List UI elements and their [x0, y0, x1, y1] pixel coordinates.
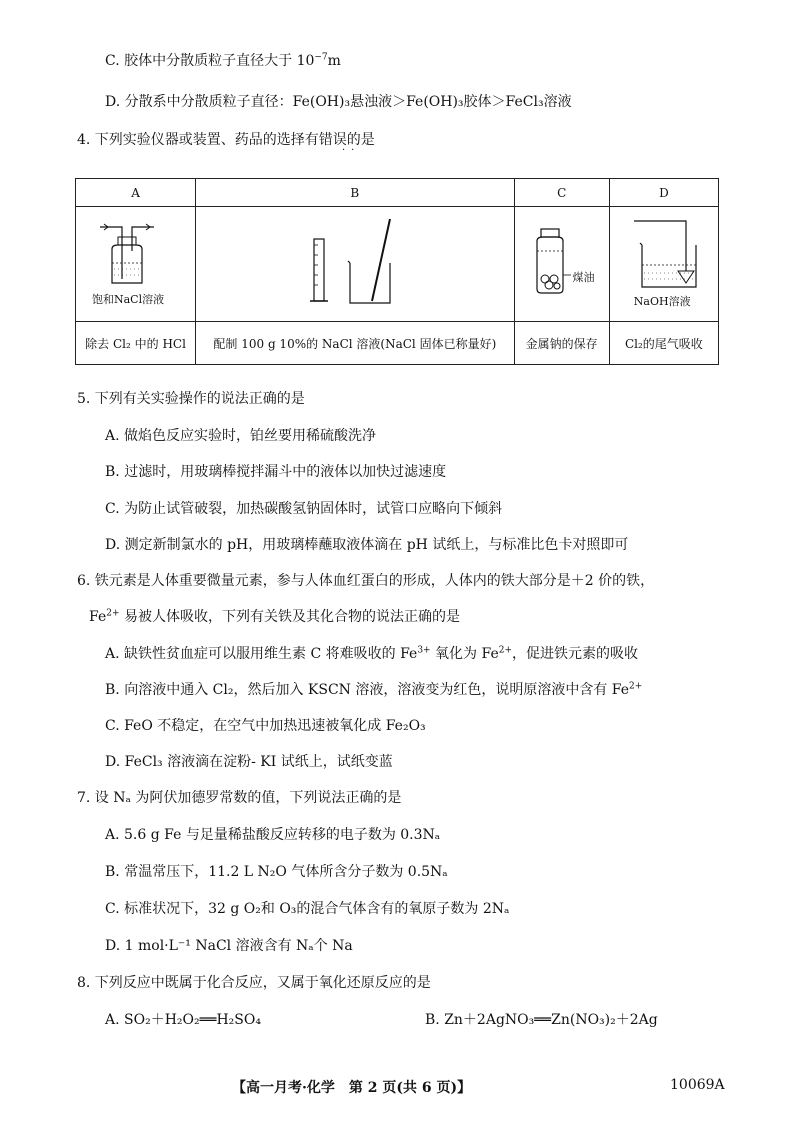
q4-stem: 4. 下列实验仪器或装置、药品的选择有错误的是	[77, 132, 375, 148]
tail-gas-absorption-figure	[632, 215, 702, 291]
q6-option-b: B. 向溶液中通入 Cl₂，然后加入 KSCN 溶液，溶液变为红色，说明原溶液中含有 $Fe^{2+}$	[105, 681, 643, 698]
q5-option-c: C. 为防止试管破裂，加热碳酸氢钠固体时，试管口应略向下倾斜	[105, 501, 503, 517]
q7-option-d: D. 1 mol·L⁻¹ NaCl 溶液含有 Nₐ个 Na	[105, 938, 353, 954]
page-footer: 【高一月考·化学 第 2 页(共 6 页)】	[232, 1080, 472, 1096]
q5-option-b: B. 过滤时，用玻璃棒搅拌漏斗中的液体以加快过滤速度	[105, 464, 447, 480]
q6-option-a: A. 缺铁性贫血症可以服用维生素 C 将难吸收的 $Fe^{3+}$ 氧化为 $Fe^{2+}$，促进铁元素的吸收	[105, 645, 639, 662]
description-d: Cl₂的尾气吸收	[609, 322, 718, 365]
q7-option-b: B. 常温常压下，11.2 L N₂O 气体所含分子数为 0.5Nₐ	[105, 864, 448, 880]
q8-stem: 8. 下列反应中既属于化合反应，又属于氧化还原反应的是	[77, 975, 431, 991]
label-naoh-solution: NaOH溶液	[633, 295, 691, 308]
table-header-c: C	[514, 179, 609, 207]
q5-option-d: D. 测定新制氯水的 pH，用玻璃棒蘸取液体滴在 pH 试纸上，与标准比色卡对照即可	[105, 537, 629, 553]
q6-option-c: C. FeO 不稳定，在空气中加热迅速被氧化成 Fe₂O₃	[105, 718, 426, 734]
table-header-a: A	[76, 179, 196, 207]
q6-stem-line1: 6. 铁元素是人体重要微量元素，参与人体血红蛋白的形成，人体内的铁大部分是＋2 价的铁，	[77, 573, 655, 589]
q3-option-c: C. 胶体中分散质粒子直径大于 $10^{-7}m$	[105, 52, 341, 69]
gas-washing-bottle-figure	[98, 219, 158, 289]
q5-option-a: A. 做焰色反应实验时，铂丝要用稀硫酸洗净	[105, 428, 377, 444]
q6-option-d: D. FeCl₃ 溶液滴在淀粉- KI 试纸上，试纸变蓝	[105, 754, 393, 770]
description-b: 配制 100 g 10%的 NaCl 溶液(NaCl 固体已称量好)	[196, 322, 514, 365]
table-header-b: B	[196, 179, 514, 207]
figure-cell-b	[196, 207, 514, 322]
q6-stem-line2: $Fe^{2+}$ 易被人体吸收，下列有关铁及其化合物的说法正确的是	[89, 608, 460, 625]
q7-option-c: C. 标准状况下，32 g O₂和 O₃的混合气体含有的氧原子数为 2Nₐ	[105, 901, 510, 917]
figure-cell-d	[609, 207, 718, 322]
table-header-d: D	[609, 179, 718, 207]
q8-option-a: A. SO₂＋H₂O₂══H₂SO₄	[105, 1012, 261, 1028]
label-kerosene: 煤油	[572, 271, 595, 284]
q8-option-b: B. Zn＋2AgNO₃══Zn(NO₃)₂＋2Ag	[425, 1012, 658, 1028]
label-saturated-nacl: 饱和NaCl溶液	[92, 293, 165, 306]
description-a: 除去 Cl₂ 中的 HCl	[76, 322, 196, 365]
reagent-bottle-figure	[525, 227, 575, 297]
exam-code: 10069A	[670, 1077, 725, 1093]
cylinder-beaker-rod-figure	[306, 215, 426, 311]
experiment-table	[75, 178, 719, 365]
q7-option-a: A. 5.6 g Fe 与足量稀盐酸反应转移的电子数为 0.3Nₐ	[105, 827, 441, 843]
figure-cell-a	[76, 207, 196, 322]
description-c: 金属钠的保存	[514, 322, 609, 365]
figure-cell-c	[514, 207, 609, 322]
q3-option-d: D. 分散系中分散质粒子直径：Fe(OH)₃悬浊液＞Fe(OH)₃胶体＞FeCl₃溶液	[105, 94, 572, 110]
q7-stem: 7. 设 Nₐ 为阿伏加德罗常数的值，下列说法正确的是	[77, 790, 402, 806]
q4-emphasis-dots: ··	[342, 145, 361, 156]
q5-stem: 5. 下列有关实验操作的说法正确的是	[77, 391, 305, 407]
